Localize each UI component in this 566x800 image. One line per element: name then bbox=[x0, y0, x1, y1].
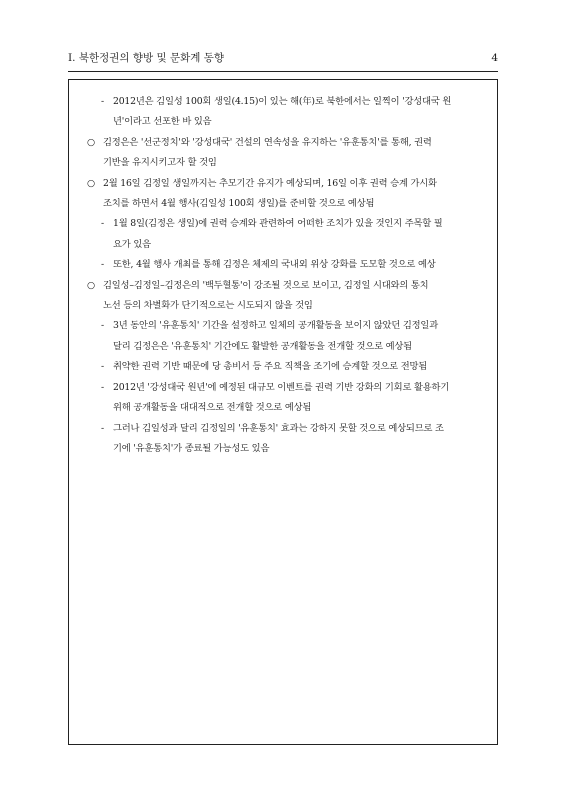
dash-bullet-marker: - bbox=[101, 259, 104, 271]
circle-bullet-marker: ○ bbox=[87, 279, 95, 291]
sub-bullet-item bbox=[69, 214, 499, 255]
item-text bbox=[113, 316, 499, 357]
item-text bbox=[113, 419, 499, 460]
bullet-item bbox=[69, 276, 499, 317]
sub-bullet-item bbox=[69, 316, 499, 357]
text-line: 조치를 하면서 4월 행사(김일성 100회 생일)를 준비할 것으로 예상됨 bbox=[103, 198, 375, 210]
text-line: 달리 김정은은 '유훈통치' 기간에도 활발한 공개활동을 전개할 것으로 예상됨 bbox=[113, 340, 412, 352]
text-line: 2월 16일 김정일 생일까지는 추모기간 유지가 예상되며, 16일 이후 권력 승계 가시화 bbox=[103, 177, 437, 189]
sub-bullet-item bbox=[69, 357, 499, 377]
text-line: 2012년은 김일성 100회 생일(4.15)이 있는 해(年)로 북한에서는 일찍이 '강성대국 원 bbox=[113, 96, 452, 107]
item-text bbox=[113, 214, 499, 255]
text-line: 기반을 유지시키고자 할 것임 bbox=[103, 157, 217, 169]
item-text bbox=[103, 276, 499, 317]
dash-bullet-marker: - bbox=[101, 422, 104, 434]
dash-bullet-marker: - bbox=[101, 361, 104, 373]
text-line: 취약한 권력 기반 때문에 당 총비서 등 주요 직책을 조기에 승계할 것으로 전망됨 bbox=[113, 361, 428, 373]
item-text bbox=[113, 92, 499, 133]
bullet-item bbox=[69, 174, 499, 215]
page-number: 4 bbox=[491, 52, 498, 64]
text-line: 3년 동안의 '유훈통치' 기간을 설정하고 일체의 공개활동을 보이지 않았던 김정일과 bbox=[113, 320, 438, 332]
item-text bbox=[113, 255, 499, 275]
text-line: 노선 등의 차별화가 단기적으로는 시도되지 않을 것임 bbox=[103, 300, 313, 312]
section-title: Ⅰ. 북한정권의 향방 및 문화계 동향 bbox=[68, 52, 225, 64]
content-body bbox=[69, 92, 499, 459]
sub-bullet-item bbox=[69, 419, 499, 460]
sub-bullet-item bbox=[69, 378, 499, 419]
item-text bbox=[103, 133, 499, 174]
item-text bbox=[113, 357, 499, 377]
content-frame bbox=[68, 79, 498, 745]
header-divider bbox=[68, 71, 498, 72]
text-line: 위해 공개활동을 대대적으로 전개할 것으로 예상됨 bbox=[113, 402, 312, 414]
text-line: 요가 있음 bbox=[113, 238, 151, 250]
sub-bullet-item bbox=[69, 255, 499, 275]
circle-bullet-marker: ○ bbox=[87, 177, 95, 189]
text-line: 2012년 '강성대국 원년'에 예정된 대규모 이벤트를 권력 기반 강화의 기회로 활용하기 bbox=[113, 381, 450, 393]
text-line: 그러나 김일성과 달리 김정일의 '유훈통치' 효과는 강하지 못할 것으로 예상되므로 조 bbox=[113, 422, 444, 434]
dash-bullet-marker: - bbox=[101, 381, 104, 393]
text-line: 기에 '유훈통치'가 종료될 가능성도 있음 bbox=[113, 442, 270, 454]
text-line: 년'이라고 선포한 바 있음 bbox=[113, 116, 212, 128]
item-text bbox=[113, 378, 499, 419]
text-line: 김정은은 '선군정치'와 '강성대국' 건설의 연속성을 유지하는 '유훈통치'를 통해, 권력 bbox=[103, 136, 432, 148]
dash-bullet-marker: - bbox=[101, 320, 104, 332]
text-line: 또한, 4월 행사 개최를 통해 김정은 체제의 국내외 위상 강화를 도모할 것으로 예상 bbox=[113, 259, 436, 271]
bullet-item bbox=[69, 133, 499, 174]
sub-bullet-item bbox=[69, 92, 499, 133]
dash-bullet-marker: - bbox=[101, 96, 104, 107]
circle-bullet-marker: ○ bbox=[87, 136, 95, 148]
text-line: 김일성–김정일–김정은의 '백두혈통'이 강조될 것으로 보이고, 김정일 시대와의 통치 bbox=[103, 279, 429, 291]
text-line: 1월 8일(김정은 생일)에 권력 승계와 관련하여 어떠한 조치가 있을 것인지 주목할 필 bbox=[113, 218, 443, 230]
page-header bbox=[68, 49, 498, 67]
item-text bbox=[103, 174, 499, 215]
dash-bullet-marker: - bbox=[101, 218, 104, 230]
